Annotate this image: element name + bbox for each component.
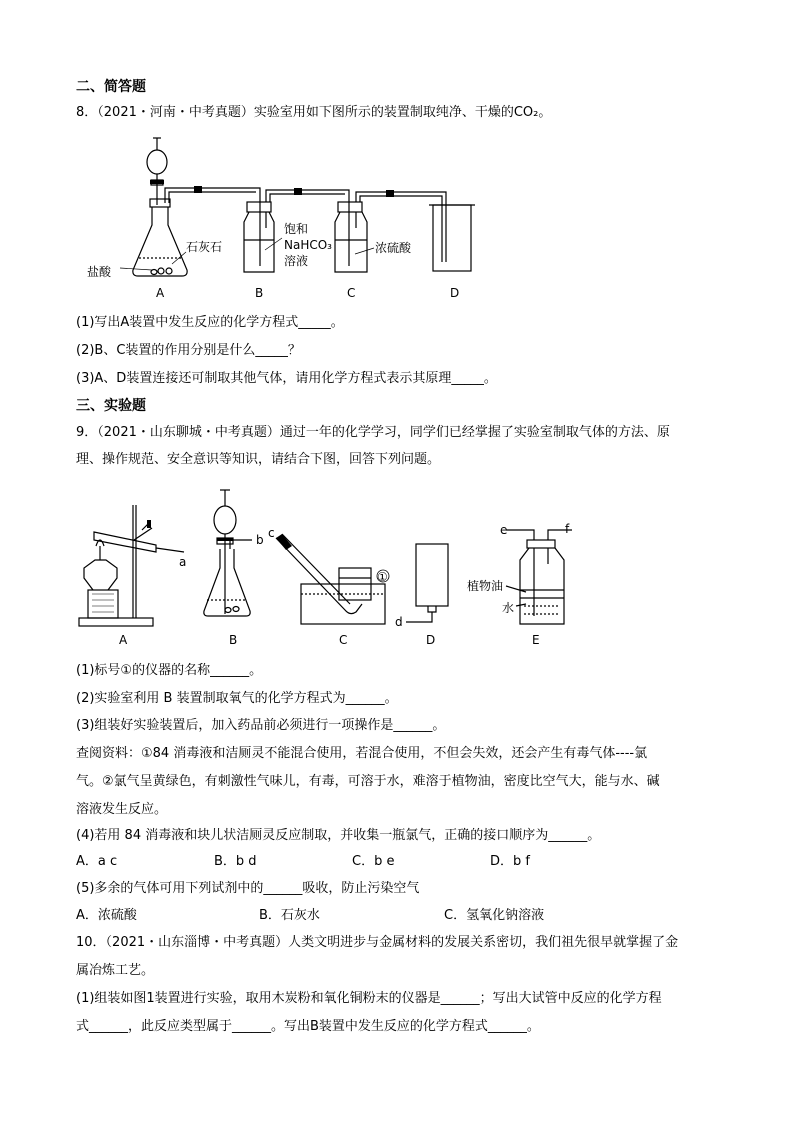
q8-stem: 8．（2021・河南・中考真题）实验室用如下图所示的装置制取纯净、干燥的CO₂。 [76, 105, 552, 120]
q9-label-A: A [119, 633, 128, 647]
q9-stem-line1: 9．（2021・山东聊城・中考真题）通过一年的化学学习，同学们已经掌握了实验室制取气体的方法、原 [76, 425, 670, 440]
q9-info-line1: 查阅资料：①84 消毒液和洁厕灵不能混合使用，若混合使用，不但会失效，还会产生有毒气体----氯 [76, 746, 648, 761]
q9-p4-option-b: B．b d [214, 854, 257, 869]
q8-label-sat2: NaHCO₃ [284, 238, 332, 252]
q9-label-D: D [426, 633, 436, 647]
q8-label-limestone: 石灰石 [186, 240, 223, 254]
q10-part1-line1: (1)组装如图1装置进行实验，取用木炭粉和氧化铜粉末的仪器是______；写出大试管中反应的化学方程 [76, 991, 662, 1006]
q8-label-C: C [347, 286, 356, 300]
q8-label-sat1: 饱和 [284, 222, 309, 236]
q10-part1-line2: 式______，此反应类型属于______。写出B装置中发生反应的化学方程式______。 [76, 1019, 540, 1034]
q9-label-f: f [565, 522, 570, 536]
q9-label-circle1: ① [377, 570, 388, 584]
section-heading-short-answer: 二、简答题 [76, 79, 146, 95]
q9-p5-option-b: B．石灰水 [259, 908, 320, 923]
q9-part1: (1)标号①的仪器的名称______。 [76, 663, 263, 678]
section-heading-experiment: 三、实验题 [76, 398, 146, 414]
q8-label-hcl: 盐酸 [87, 265, 112, 279]
q9-label-e: e [500, 523, 508, 537]
q9-label-water: 水 [502, 601, 515, 615]
q9-part5: (5)多余的气体可用下列试剂中的______吸收，防止污染空气 [76, 881, 420, 896]
q9-info-line3: 溶液发生反应。 [76, 802, 168, 817]
q9-p4-option-a: A．a c [76, 854, 118, 869]
q8-label-h2so4: 浓硫酸 [375, 241, 412, 255]
q9-p4-option-d: D．b f [490, 854, 530, 869]
q9-label-B: B [229, 633, 238, 647]
q8-part2: (2)B、C装置的作用分别是什么_____？ [76, 343, 301, 358]
q9-p4-option-c: C．b e [352, 854, 395, 869]
q8-label-A: A [156, 286, 165, 300]
q8-part1: (1)写出A装置中发生反应的化学方程式_____。 [76, 315, 344, 330]
q9-p5-option-a: A．浓硫酸 [76, 908, 137, 923]
q9-part2: (2)实验室利用 B 装置制取氧气的化学方程式为______。 [76, 691, 398, 706]
q9-label-d: d [395, 615, 403, 629]
q9-part4: (4)若用 84 消毒液和块儿状洁厕灵反应制取，并收集一瓶氯气，正确的接口顺序为______。 [76, 828, 601, 843]
q9-label-E: E [532, 633, 540, 647]
q8-label-sat3: 溶液 [284, 254, 309, 268]
q10-stem-line2: 属冶炼工艺。 [76, 963, 155, 978]
q9-label-C: C [339, 633, 348, 647]
q8-part3: (3)A、D装置连接还可制取其他气体，请用化学方程式表示其原理_____。 [76, 371, 497, 386]
q9-label-oil: 植物油 [467, 579, 504, 593]
q9-label-c: c [268, 526, 275, 540]
q9-label-b: b [256, 533, 264, 547]
q9-stem-line2: 理、操作规范、安全意识等知识，请结合下图，回答下列问题。 [76, 452, 441, 467]
q8-label-D: D [450, 286, 460, 300]
q10-stem-line1: 10．（2021・山东淄博・中考真题）人类文明进步与金属材料的发展关系密切，我们祖先很早就掌握了金 [76, 935, 679, 950]
q9-label-a: a [179, 555, 187, 569]
q8-label-B: B [255, 286, 264, 300]
q9-part3: (3)组装好实验装置后，加入药品前必须进行一项操作是______。 [76, 718, 446, 733]
q9-p5-option-c: C．氢氧化钠溶液 [444, 908, 545, 923]
q9-info-line2: 气。②氯气呈黄绿色，有刺激性气味儿，有毒，可溶于水，难溶于植物油，密度比空气大，能与水、碱 [76, 774, 660, 789]
